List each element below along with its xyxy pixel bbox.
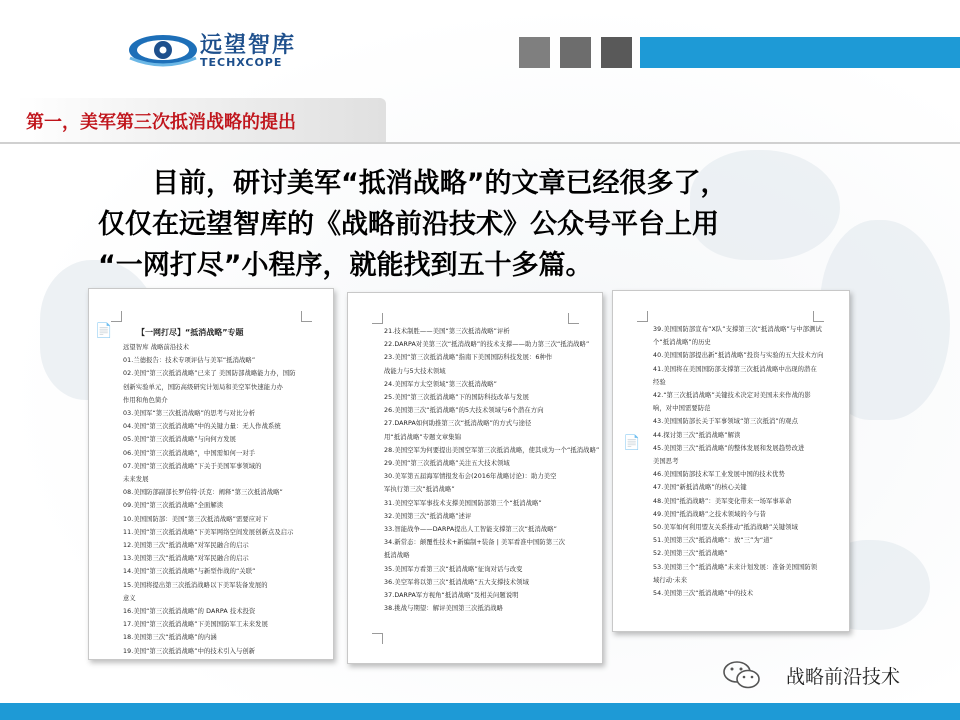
document-line: 07.美国“第三次抵消战略”下关于美国军事领域的 <box>123 462 262 470</box>
document-line: 意义 <box>123 594 136 602</box>
document-line: 域行动·未来 <box>653 576 688 584</box>
document-line: 抵消战略 <box>384 552 410 560</box>
document-title: 【一网打尽】“抵消战略”专题 <box>137 328 244 337</box>
document-line: 47.美国“新抵消战略”的核心关键 <box>653 484 747 492</box>
document-line: 战能力与5大技术领域 <box>384 367 446 375</box>
document-line: 26.美国第三次“抵消战略”的5大技术领域与6个潜在方向 <box>384 407 544 415</box>
document-line: 个“抵消战略”的历史 <box>653 339 711 347</box>
document-line: 49.美国“抵消战略”之技术领域的今与昔 <box>653 510 766 518</box>
paragraph-line-1: 目前，研讨美军“抵消战略”的文章已经很多了， <box>98 168 728 199</box>
document-line: 12.美国第三次“抵消战略”对军民融合的启示 <box>123 542 249 549</box>
document-line: 19.美国“第三次抵消战略”中的技术引入与创新 <box>123 647 256 655</box>
document-line: 03.美国军“第三次抵消战略”的思考与对比分析 <box>123 410 256 417</box>
document-line: 50.美军如何利用盟友关系推动“抵消战略”关键领域 <box>653 524 798 531</box>
document-line: 51.美国第三次“抵消战略”：放“三”为“道” <box>653 537 774 545</box>
crop-mark <box>372 313 383 324</box>
document-icon: 📄 <box>95 323 113 339</box>
document-line: 作用和角色简介 <box>123 396 168 404</box>
document-line: 军执行第三次“抵消战略” <box>384 486 455 494</box>
document-line: 25.美国“第三次抵消战略”下的国防科技改革与发展 <box>384 394 529 401</box>
logo-chinese-text: 远望智库 <box>200 32 297 58</box>
crop-mark <box>301 311 312 322</box>
document-line: 14.美国“第三次抵消战略”与新型作战的“关联” <box>123 568 256 576</box>
document-line: 04.美国“第三次抵消战略”中的关键力量：无人作战系统 <box>123 423 281 431</box>
document-line: 未来发展 <box>123 476 149 483</box>
document-line: 23.美国“第三次抵消战略”指南下美国国防科技发展：6种作 <box>384 354 553 362</box>
document-line: 36.美空军将以第三次“抵消战略”五大支撑技术领域 <box>384 578 529 586</box>
document-line: 06.美国“第三次抵消战略”，中国需如何一对手 <box>123 449 256 457</box>
document-line: 28.美国空军为何要提出美国空军第三次抵消战略，使其成为一个“抵消战略” <box>384 446 600 454</box>
document-line: 33.智能战争——DARPA提出人工智能支撑第三次“抵消战略” <box>384 526 557 533</box>
document-line: 39.美国国防部宣布“X队”支撑第三次“抵消战略”与中部测试 <box>653 326 822 333</box>
document-line: 09.美国“第三次抵消战略”全面解读 <box>123 502 224 510</box>
document-line: 远望智库 战略前沿技术 <box>123 344 190 351</box>
header-accent-bar <box>640 37 960 68</box>
document-line: 41.美国将在美国国防部支撑第三次抵消战略中出现的潜在 <box>653 365 817 373</box>
document-line: 30.美军第五届海军情报发布会(2016年战略讨论)：助力美空 <box>384 473 557 481</box>
section-title-band <box>16 98 386 142</box>
document-line: 27.DARPA如何助推第三次“抵消战略”的方式与途径 <box>384 420 532 428</box>
wechat-icon <box>722 660 762 690</box>
paragraph-line-2: 仅仅在远望智库的《战略前沿技术》公众号平台上用 <box>98 209 719 240</box>
document-line: 29.美国“第三次抵消战略”关注五大技术领域 <box>384 460 510 467</box>
document-line: 24.美国军方太空领域“第三次抵消战略” <box>384 380 497 388</box>
section-divider <box>0 142 960 144</box>
document-line: 17.美国“第三次抵消战略”下美国国防军工未来发展 <box>123 621 268 629</box>
header-accent-box-3 <box>601 37 632 68</box>
document-line: 31.美国空军军事技术支撑美国国防部第三个“抵消战略” <box>384 499 542 507</box>
document-page-1 <box>88 288 334 660</box>
document-line: 48.美国“抵消战略”：美军变化带来一场军事革命 <box>653 497 792 505</box>
document-line: 35.美国军方看第三次“抵消战略”征询对话与改变 <box>384 565 523 573</box>
document-line: 43.美国国防部长关于军事领域“第三次抵消”的观点 <box>653 418 798 426</box>
document-line: 42.“第三次抵消战略”关键技术决定对美国未来作战的影 <box>653 392 811 399</box>
document-line: 创新实验单元，国防高级研究计划局和美空军快速能力办 <box>123 383 283 391</box>
header-accent-box-2 <box>560 37 591 68</box>
document-line: 34.新常态：颠覆性技术+新编制+装备 | 美军看准中国防第三次 <box>384 539 566 547</box>
document-line: 22.DARPA对美第三次“抵消战略”的技术支撑——助力第三次“抵消战略” <box>384 341 590 349</box>
document-line: 13.美国第三次“抵消战略”对军民融合的启示 <box>123 555 249 563</box>
document-line: 54.美国第三次“抵消战略”中的技术 <box>653 590 754 597</box>
document-icon: 📄 <box>623 435 641 451</box>
crop-mark <box>372 633 383 644</box>
crop-mark <box>111 311 122 322</box>
document-line: 响，对中国需要防范 <box>653 405 711 413</box>
crop-mark <box>813 311 824 322</box>
document-line: 02.美国“第三次抵消战略”已来了 美国防部战略能力办，国防 <box>123 370 296 378</box>
document-line: 美国思考 <box>653 458 679 465</box>
footer-brand: 战略前沿技术 <box>786 666 901 688</box>
document-line: 18.美国第三次“抵消战略”的内涵 <box>123 634 217 642</box>
document-page-2 <box>347 292 603 664</box>
crop-mark <box>568 313 579 324</box>
document-line: 40.美国国防部提出新“抵消战略”投资与实验的五大技术方向 <box>653 352 824 360</box>
document-line: 11.美国“第三次抵消战略”下美军网络空间发展创新点及启示 <box>123 528 294 536</box>
document-line: 52.美国第三次“抵消战略” <box>653 550 728 558</box>
document-line: 38.挑战与期望：解评美国第三次抵消战略 <box>384 605 504 613</box>
document-page-3 <box>612 290 850 632</box>
document-line: 21.技术制胜——美国“第三次抵消战略”评析 <box>384 328 510 335</box>
document-line: 32.美国第三次“抵消战略”述评 <box>384 512 472 520</box>
document-line: 16.美国“第三次抵消战略”的 DARPA 技术投资 <box>123 608 256 615</box>
document-line: 05.美国“第三次抵消战略”与向何方发展 <box>123 436 236 444</box>
logo-english-text: TECHXCOPE <box>200 56 283 69</box>
document-line: 45.美国第三次“抵消战略”的整体发展和发展趋势改进 <box>653 444 805 452</box>
main-paragraph <box>98 163 878 286</box>
document-line: 08.美国防部副部长罗伯特·沃克：阐释“第三次抵消战略” <box>123 489 283 497</box>
document-line: 53.美国第三个“抵消战略”未来计划发展：准备美国国防领 <box>653 563 818 571</box>
document-line: 37.DARPA军方视角“抵消战略”及相关问题说明 <box>384 592 519 599</box>
section-title: 第一，美军第三次抵消战略的提出 <box>26 112 296 133</box>
document-line: 10.美国国防部：美国“第三次抵消战略”需要应对下 <box>123 515 268 523</box>
document-line: 44.探讨第三次“抵消战略”解读 <box>653 431 741 439</box>
crop-mark <box>637 311 648 322</box>
document-line: 46.美国国防部技术军工业发展中国的技术优势 <box>653 471 785 479</box>
document-line: 用“抵消战略”专题文章集锦 <box>384 433 462 441</box>
document-line: 15.美国将提出第三次抵消战略以下美军装备发展的 <box>123 581 268 589</box>
document-line: 01.兰德报告：技术专项评估与美军“抵消战略” <box>123 357 256 365</box>
document-line: 经验 <box>653 378 666 386</box>
header-accent-box-1 <box>519 37 550 68</box>
footer-bar <box>0 703 960 720</box>
paragraph-line-3: “一网打尽”小程序，就能找到五十多篇。 <box>98 250 593 281</box>
